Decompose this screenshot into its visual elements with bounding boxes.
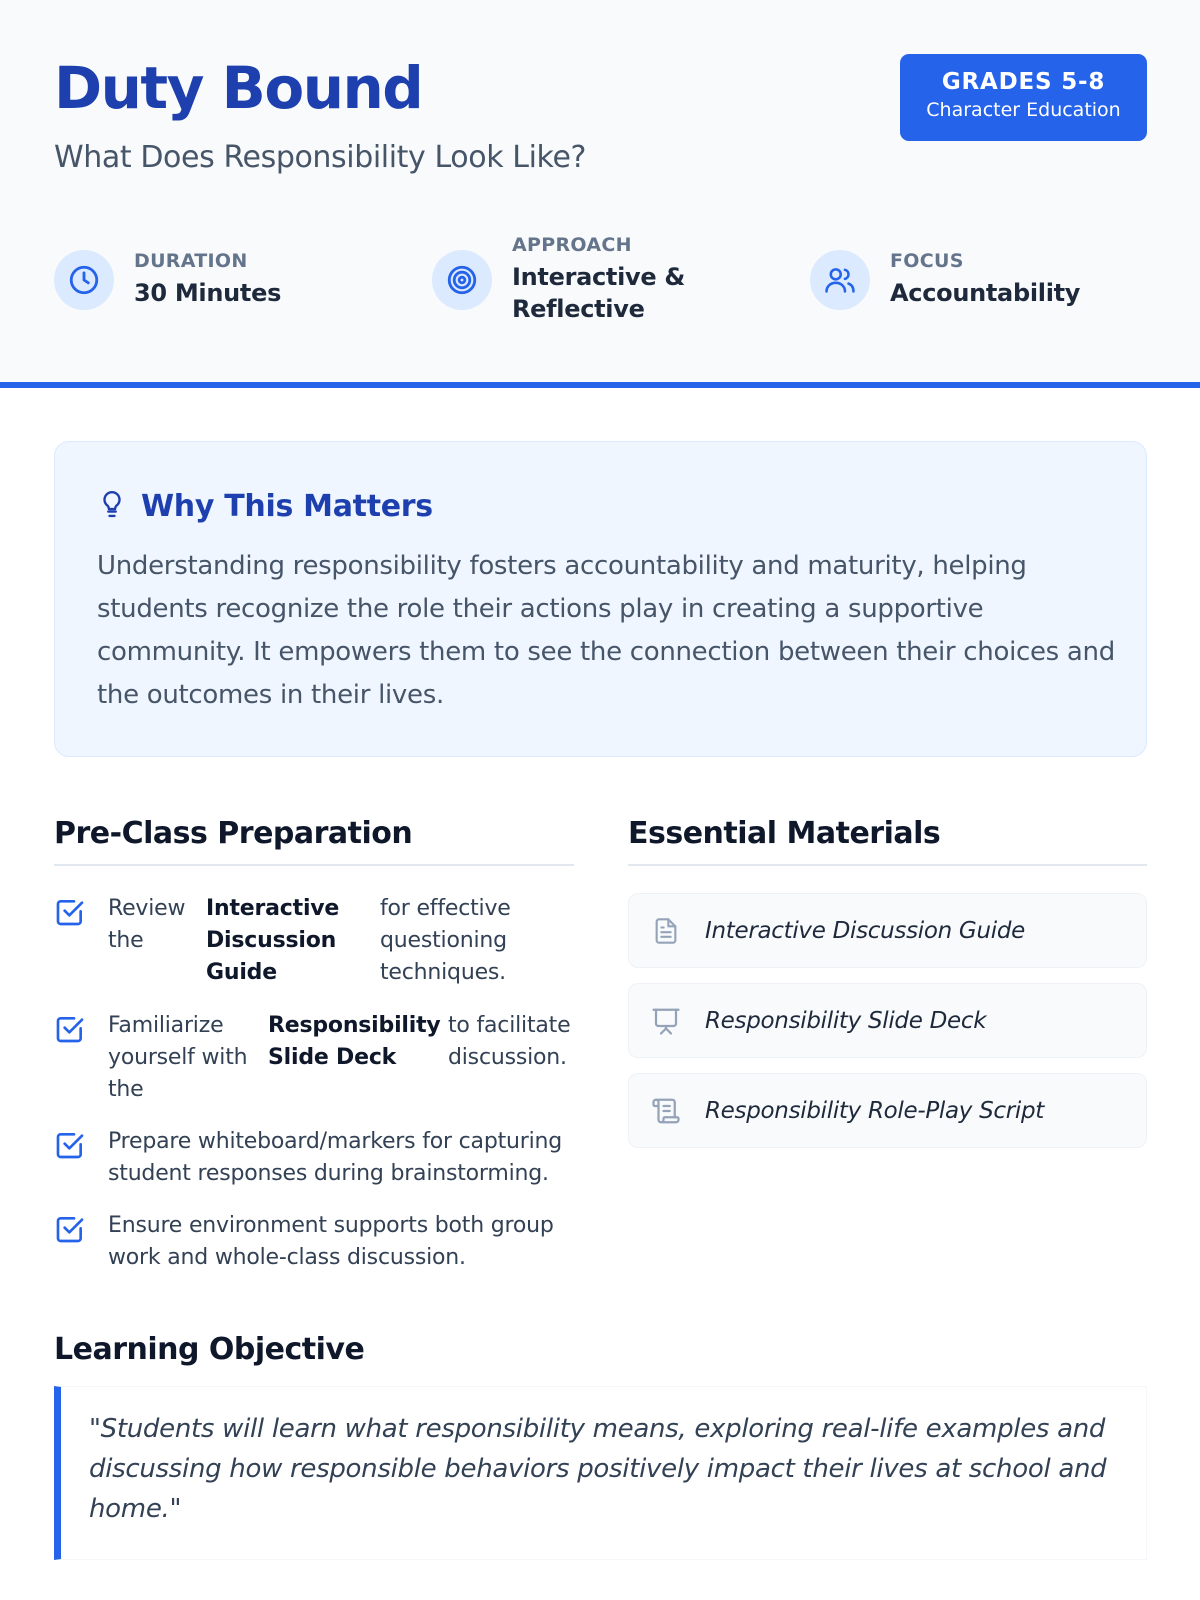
meta-label: DURATION — [134, 250, 248, 272]
meta-value: 30 Minutes — [134, 279, 282, 307]
why-title: Why This Matters — [141, 488, 433, 524]
objective-quote — [54, 1386, 1147, 1560]
presentation-icon — [651, 1005, 681, 1037]
prep-text-post: to facilitate discussion. — [448, 1013, 571, 1070]
objective-title: Learning Objective — [54, 1332, 365, 1367]
lesson-title: Duty Bound — [54, 54, 423, 122]
lesson-header — [0, 0, 1200, 388]
meta-value-line1: Interactive & — [512, 263, 686, 291]
prep-item — [54, 1126, 574, 1190]
clock-icon — [54, 250, 114, 310]
checkbox-icon — [54, 1129, 86, 1165]
prep-text: Ensure environment supports both group work and whole-class discussion. — [108, 1213, 554, 1270]
materials-divider — [628, 864, 1147, 866]
checkbox-icon — [54, 1013, 86, 1049]
prep-text-bold: Responsibility Slide Deck — [268, 1013, 441, 1070]
material-label: Interactive Discussion Guide — [705, 917, 1025, 944]
objective-text: "Students will learn what responsibility means, exploring real-life examples and discussing how responsible behaviors positively impact their lives at school and home." — [89, 1414, 1107, 1524]
material-label: Responsibility Role-Play Script — [705, 1097, 1045, 1124]
prep-divider — [54, 864, 574, 866]
meta-label: APPROACH — [512, 234, 632, 256]
checkbox-icon — [54, 896, 86, 932]
document-icon — [651, 915, 681, 947]
checkbox-icon — [54, 1213, 86, 1249]
material-label: Responsibility Slide Deck — [705, 1007, 987, 1034]
material-item[interactable] — [628, 1073, 1147, 1148]
prep-text-pre: Review the — [108, 896, 186, 953]
users-icon — [810, 250, 870, 310]
meta-label: FOCUS — [890, 250, 964, 272]
prep-text-post: for effective questioning techniques. — [380, 896, 511, 985]
prep-text-pre: Familiarize yourself with the — [108, 1013, 248, 1102]
material-item[interactable] — [628, 893, 1147, 968]
subject-label: Character Education — [926, 99, 1121, 121]
prep-item — [54, 1010, 574, 1106]
grade-level: GRADES 5-8 — [941, 69, 1106, 95]
prep-title: Pre-Class Preparation — [54, 816, 413, 851]
prep-item — [54, 893, 574, 989]
grade-badge — [900, 54, 1147, 141]
why-body: Understanding responsibility fosters accountability and maturity, helping students recognize the role their actions play in creating a supportive community. It empowers them to see the connection between their choices and the outcomes in their lives. — [97, 551, 1115, 710]
materials-title: Essential Materials — [628, 816, 941, 851]
material-item[interactable] — [628, 983, 1147, 1058]
prep-text: Prepare whiteboard/markers for capturing student responses during brainstorming. — [108, 1129, 563, 1186]
why-this-matters-card — [54, 441, 1147, 757]
lesson-subtitle: What Does Responsibility Look Like? — [54, 140, 587, 175]
scroll-icon — [651, 1095, 681, 1127]
target-icon — [432, 250, 492, 310]
prep-item — [54, 1210, 574, 1274]
meta-value: Accountability — [890, 279, 1081, 307]
lightbulb-icon — [97, 487, 127, 525]
meta-value-line2: Reflective — [512, 295, 645, 323]
prep-text-bold: Interactive Discussion Guide — [206, 896, 340, 985]
